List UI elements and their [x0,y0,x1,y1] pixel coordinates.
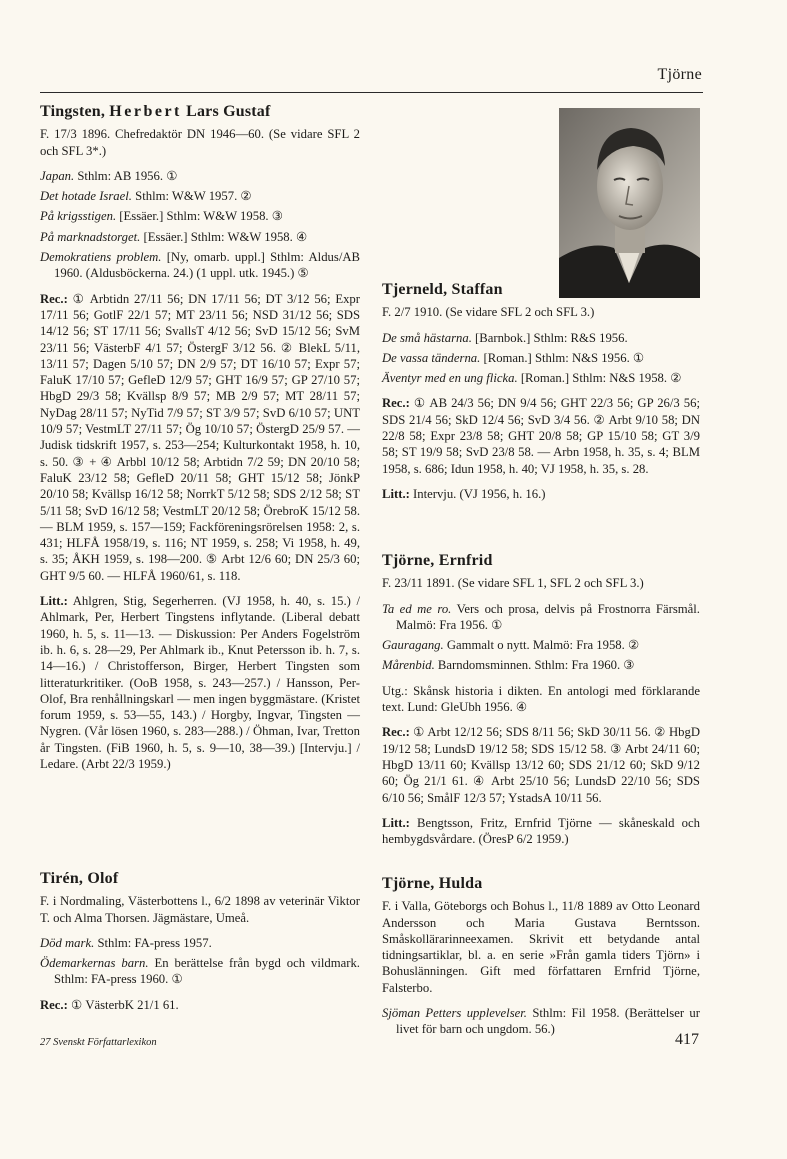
work-title: Död mark. [40,935,95,950]
work-details: [Barnbok.] Sthlm: R&S 1956. [471,330,628,345]
literature-text: Intervju. (VJ 1956, h. 16.) [409,486,546,501]
name-given-rest: Lars Gustaf [186,103,271,120]
reviews-text: ① Arbt 12/12 56; SDS 8/11 56; SkD 30/11 56. ② HbgD 19/12 58; LundsD 19/12 58; SDS 15/12 58. ③ Arbt 24/11 60; HbgD 13/11 60; Kvällsp 13/12 60; SDS 21/12 60; SkD 9/12 60; Ög 21/1 61. ④ Arbt 25/10 56; LundsD 22/10 56; SDS 6/10 56; SmålF 12/3 57; YstadsA 10/11 56. [382,725,700,805]
portrait-illustration [559,108,700,298]
work-details: Sthlm: AB 1956. ① [74,168,178,183]
work-item [40,955,360,988]
entry-tjerneld [382,282,700,506]
work-title: Äventyr med en ung flicka. [382,371,518,386]
work-item [382,1005,700,1038]
header-rule [40,92,703,93]
work-item [40,168,360,184]
work-title: Ödemarkernas barn. [40,956,149,971]
reviews-text: ① Arbtidn 27/11 56; DN 17/11 56; DT 3/12 56; Expr 17/11 56; GotlF 22/1 57; MT 23/11 56; NSD 31/12 56; SDS 14/12 56; ST 17/11 56; SvallsT 4/12 56; SvD 15/12 56; SvM 23/11 56; VästerbF 4/1 57; ÖstergF 3/12 56. ② BlekL 5/11, 13/11 57; Dagen 5/10 57; DN 2/9 57; DT 16/10 57; Expr 57; FaluK 17/10 57; GefleD 12/9 57; GHT 16/9 57; GP 27/10 57; HbgD 29/3 58; Kvällsp 8/9 57; MB 2/9 57; MT 28/11 57; NyDag 28/11 57; NyTid 7/9 57; ST 3/9 57; SvD 6/10 57; UNT 10/9 57; VestmLT 27/11 57; Ög 10/10 57; ÖstergD 25/9 57. — Judisk tidskrift 1957, s. 253—254; Kulturkontakt 1958, h. 10, s. 50. ③ + ④ Arbbl 10/12 58; Arbtidn 7/2 59; DN 20/10 58; FaluK 23/12 58; GefleD 20/11 58; GHT 15/12 58; JönkP 20/10 58; Kvällsp 16/12 58; NorrkT 5/12 58; SDS 2/12 58; ST 5/11 58; SvD 16/12 58; VestmLT 20/12 58; ÖrebroK 15/12 58. — BLM 1959, s. 157—159; Fackföreningsrörelsen 1958: 2, s. 431; HLFÅ 1958/19, s. 116; NT 1959, s. 258; Vi 1958, h. 49, s. 35; ÅKH 1959, s. 198—200. ⑤ Arbt 12/6 60; DN 25/3 60; GHT 9/5 60. — HLFÅ 1960/61, s. 118. [40,291,360,583]
reviews [382,395,700,476]
entry-name: Tjörne, Hulda [382,875,483,892]
entry-tingsten [40,104,360,776]
entry-name: Tjerneld, Staffan [382,281,503,298]
work-details: Sthlm: W&W 1957. ② [131,189,252,204]
work-item [382,637,700,653]
editions-label: Utg.: [382,683,408,698]
work-details: [Roman.] Sthlm: N&S 1958. ② [517,371,682,386]
work-details: Sthlm: FA-press 1957. [94,935,212,950]
name-surname: Tingsten, [40,103,106,120]
work-item [40,229,360,245]
entry-tjorne-ernfrid [382,553,700,851]
work-details: [Roman.] Sthlm: N&S 1956. ① [480,350,645,365]
reviews [382,724,700,805]
literature [382,815,700,848]
work-title: På marknadstorget. [40,229,141,244]
work-title: Demokratiens problem. [40,250,162,265]
work-title: Gauragang. [382,638,444,653]
bio: F. i Nordmaling, Västerbottens l., 6/2 1898 av veterinär Viktor T. och Alma Thorsen. Jägmästare, Umeå. [40,894,360,925]
work-title: De vassa tänderna. [382,350,481,365]
work-item [382,601,700,634]
work-details: Sthlm: Fil 1958. (Berättelser ur livet för barn och ungdom. 56.) [396,1006,700,1037]
reviews-label: Rec.: [382,396,410,411]
entry-name: Tjörne, Ernfrid [382,552,493,569]
work-item [382,657,700,673]
reviews-text: ① AB 24/3 56; DN 9/4 56; GHT 22/3 56; GP 26/3 56; SDS 21/4 56; SkD 12/4 56; SvD 3/4 56. ② Arbt 9/10 58; DN 22/8 58; Expr 23/8 58; GHT 20/8 58; GP 15/10 58; GT 3/9 58; ST 19/9 58; SvD 23/8 58. — Arbn 1958, h. 35, s. 4; BLM 1958, s. 686; Idun 1958, h. 40; VJ 1958, h. 35, s. 28. [382,396,700,476]
reviews-label: Rec.: [40,997,68,1012]
signature-mark: 27 Svenskt Författarlexikon [40,1037,157,1048]
name-given-spaced: Herbert [109,103,182,120]
literature-text: Bengtsson, Fritz, Ernfrid Tjörne — skåneskald och hembygdsvårdare. (ÖresP 6/2 1959.) [382,815,700,847]
work-details: Gammalt o nytt. Malmö: Fra 1958. ② [443,638,640,653]
literature-text: Ahlgren, Stig, Segerherren. (VJ 1958, h. 40, s. 15.) / Ahlmark, Per, Herbert Tingstens inflytande. (Liberal debatt 1960, h. 5, s. 11—13. — Diskussion: Per Anders Fogelström ib. h. 6, s. 28—29, Per Ahlmark ib., Knut Petersson ib. h. 7, s. 14—16.) / Christofferson, Birger, Herbert Tingsten som litteraturkritiker. (OoB 1958, s. 243—257.) / Hansson, Per-Olof, Bra renhållningskarl — men ingen byggmästare. (Kristet forum 1959, s. 53—55, 143.) / Horgby, Ingvar, Tingsten — Nygren. (Vår lösen 1960, s. 283—288.) / Öhman, Ivar, Tretton år Tingsten. (FiB 1960, h. 5, s. 9—10, 38—39.) [Intervju.] / Ledare. (Arbt 22/3 1959.) [40,594,360,771]
work-title: Sjöman Petters upplevelser. [382,1006,527,1021]
entry-name [40,104,360,120]
work-item [40,208,360,224]
work-item [40,188,360,204]
literature-label: Litt.: [40,594,68,609]
work-details: En berättelse från bygd och vildmark. Sthlm: FA-press 1960. ① [54,956,360,987]
work-item [40,935,360,951]
work-title: Mårenbid. [382,658,435,673]
reviews-label: Rec.: [40,291,68,306]
bio: F. i Valla, Göteborgs och Bohus l., 11/8 1889 av Otto Leonard Andersson och Maria Gustava Berntsson. Småskollärarinneexamen. Skrivit ett betydande antal tidningsartiklar, bl. a. en serie »Från gamla tiders Tjörn» i Bohuslänningen. Gift med författaren Ernfrid Tjörne, Falsterbo. [382,899,700,995]
work-details: [Ny, omarb. uppl.] Sthlm: Aldus/AB 1960. (Aldusböckerna. 24.) (1 uppl. utk. 1945.) ⑤ [54,250,360,281]
work-details: [Essäer.] Sthlm: W&W 1958. ④ [140,229,308,244]
reviews-label: Rec.: [382,725,410,740]
literature-label: Litt.: [382,815,410,830]
work-title: Det hotade Israel. [40,189,132,204]
entry-tjorne-hulda [382,876,700,1042]
reviews-text: ① VästerbK 21/1 61. [67,997,179,1012]
bio: F. 2/7 1910. (Se vidare SFL 2 och SFL 3.) [382,305,595,320]
work-details: [Essäer.] Sthlm: W&W 1958. ③ [116,209,284,224]
work-item [382,350,700,366]
reviews [40,291,360,584]
editions [382,683,700,716]
entry-name: Tirén, Olof [40,870,119,887]
reviews [40,997,360,1013]
work-details: Barndomsminnen. Sthlm: Fra 1960. ③ [434,658,635,673]
work-details: Vers och prosa, delvis på Frostnorra Färsmål. Malmö: Fra 1956. ① [396,601,700,632]
literature [382,486,700,502]
work-title: På krigsstigen. [40,209,117,224]
page-number: 417 [675,1031,699,1048]
literature [40,593,360,772]
work-item [382,330,700,346]
bio: F. 17/3 1896. Chefredaktör DN 1946—60. (Se vidare SFL 2 och SFL 3*.) [40,127,360,158]
entry-tiren [40,871,360,1017]
editions-text: Skånsk historia i dikten. En antologi med förklarande text. Lund: GleUbh 1956. ④ [382,683,700,715]
work-title: Japan. [40,168,75,183]
literature-label: Litt.: [382,486,410,501]
work-title: Ta ed me ro. [382,601,452,616]
portrait-photo [559,108,700,298]
work-item [40,249,360,282]
work-item [382,370,700,386]
bio: F. 23/11 1891. (Se vidare SFL 1, SFL 2 och SFL 3.) [382,576,644,591]
work-title: De små hästarna. [382,330,472,345]
running-header: Tjörne [657,66,702,83]
